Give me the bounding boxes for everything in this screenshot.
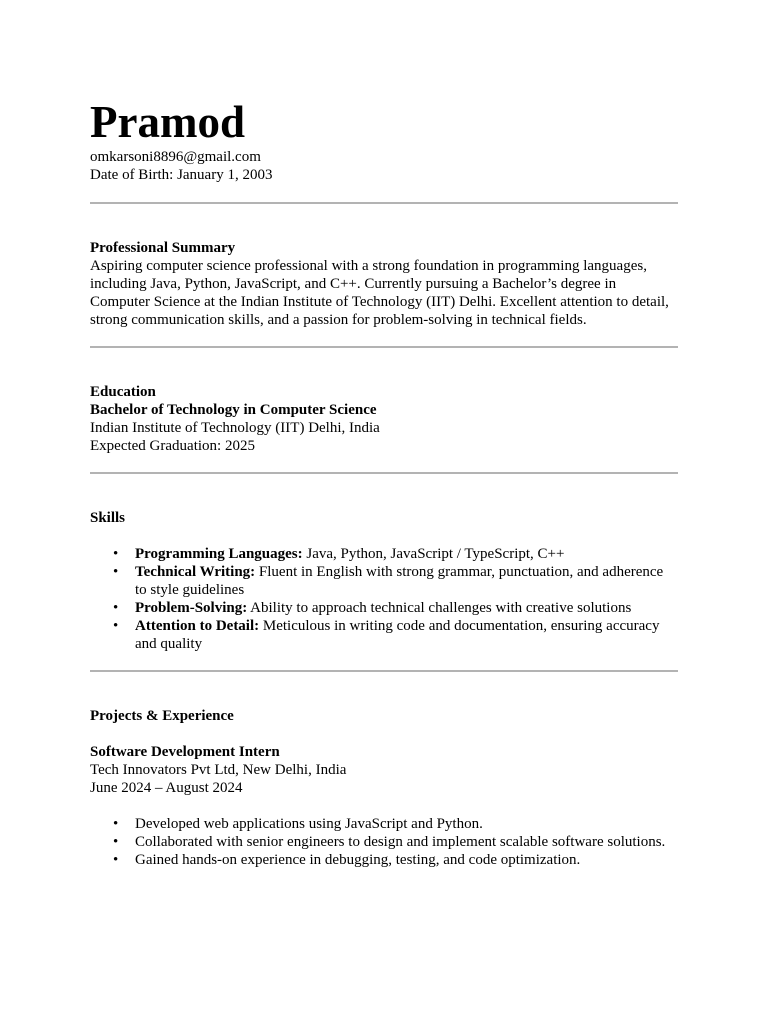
divider xyxy=(90,346,678,348)
list-item xyxy=(135,617,678,653)
list-item xyxy=(135,545,678,563)
degree: Bachelor of Technology in Computer Science xyxy=(90,402,377,418)
graduation: Expected Graduation: 2025 xyxy=(90,438,255,454)
skill-text: Meticulous in writing code and documentation, ensuring accuracy and quality xyxy=(135,618,660,652)
skill-label: Programming Languages: xyxy=(135,546,303,562)
skill-label: Technical Writing: xyxy=(135,564,256,580)
skills-title: Skills xyxy=(90,510,126,526)
institution: Indian Institute of Technology (IIT) Delhi, India xyxy=(90,420,380,436)
list-item xyxy=(135,599,678,617)
skill-text: Ability to approach technical challenges with creative solutions xyxy=(247,600,632,616)
company: Tech Innovators Pvt Ltd, New Delhi, India xyxy=(90,762,347,778)
skill-label: Attention to Detail: xyxy=(135,618,260,634)
skills-list xyxy=(90,545,678,653)
date-of-birth: Date of Birth: January 1, 2003 xyxy=(90,167,273,183)
list-item: • Gained hands-on experience in debugging, testing, and code optimization. xyxy=(135,851,678,869)
skill-text: Java, Python, JavaScript / TypeScript, C++ xyxy=(302,546,565,562)
candidate-name: Pramod xyxy=(90,97,245,147)
education-title: Education xyxy=(90,384,156,400)
employment-dates: June 2024 – August 2024 xyxy=(90,780,243,796)
list-item: • Developed web applications using JavaScript and Python. xyxy=(135,815,678,833)
summary-text: Aspiring computer science professional with a strong foundation in programming languages, including Java, Python, JavaScript, and C++. Currently pursuing a Bachelor’s degree in Computer Science at the Indian Institute of Technology (IIT) Delhi. Excellent attention to detail, strong communication skills, and a passion for problem-solving in technical fields. xyxy=(90,258,669,328)
summary-title: Professional Summary xyxy=(90,240,236,256)
experience-list xyxy=(90,815,678,869)
list-item: • Collaborated with senior engineers to design and implement scalable software solutions. xyxy=(135,833,678,851)
job-role: Software Development Intern xyxy=(90,744,280,760)
divider xyxy=(90,202,678,204)
skill-label: Problem-Solving: xyxy=(135,600,248,616)
divider xyxy=(90,670,678,672)
skill-text: Fluent in English with strong grammar, punctuation, and adherence to style guidelines xyxy=(135,564,664,598)
email: omkarsoni8896@gmail.com xyxy=(90,149,261,165)
divider xyxy=(90,472,678,474)
list-item xyxy=(135,563,678,599)
projects-title: Projects & Experience xyxy=(90,708,234,724)
